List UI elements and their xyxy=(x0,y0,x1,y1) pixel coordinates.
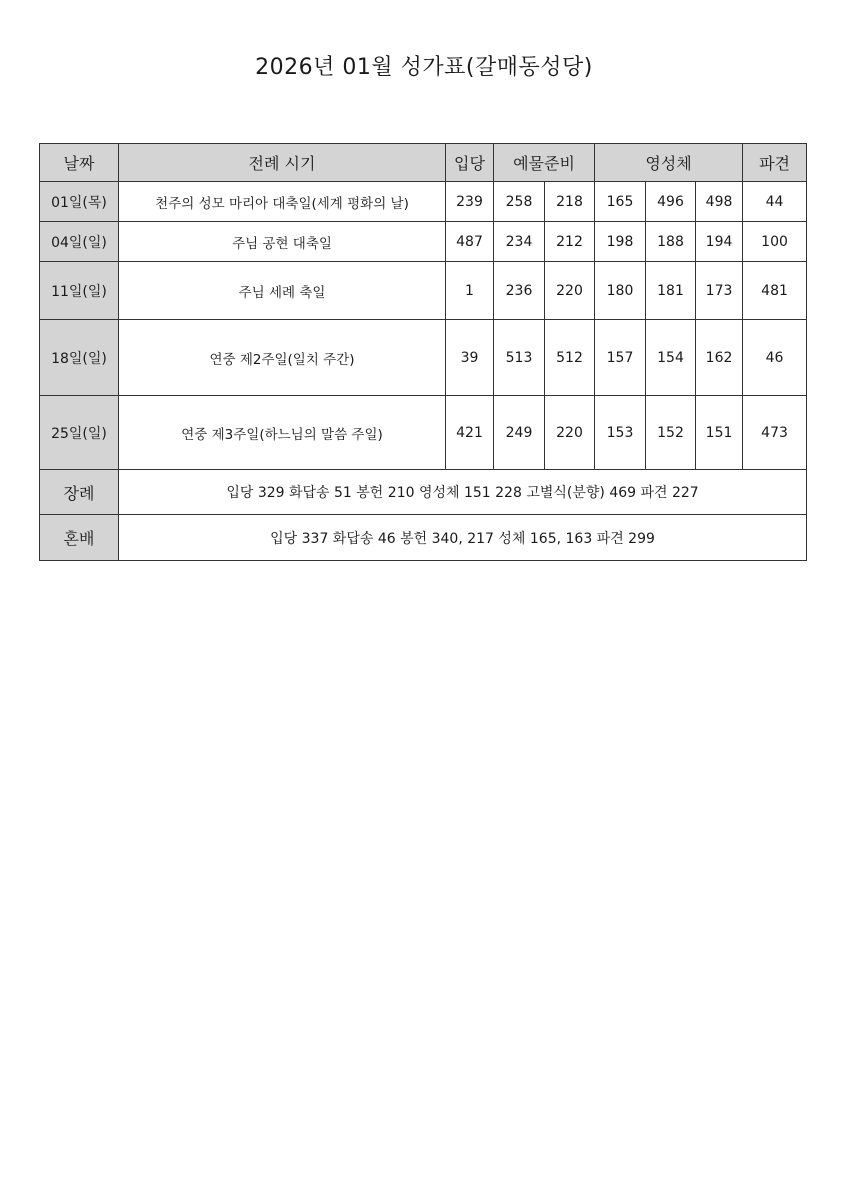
hymn-schedule-table xyxy=(39,143,807,561)
entrance-cell: 421 xyxy=(446,396,494,470)
entrance-cell: 1 xyxy=(446,262,494,320)
funeral-hymns: 입당 329 화답송 51 봉헌 210 영성체 151 228 고별식(분향) 469 파견 227 xyxy=(119,470,807,515)
communion-cell-3: 173 xyxy=(696,262,743,320)
header-row xyxy=(40,144,807,182)
funeral-row xyxy=(40,470,807,515)
header-communion: 영성체 xyxy=(595,144,743,182)
offertory-cell-2: 512 xyxy=(545,320,595,396)
dismissal-cell: 44 xyxy=(743,182,807,222)
date-cell: 25일(일) xyxy=(40,396,119,470)
liturgy-cell: 연중 제3주일(하느님의 말씀 주일) xyxy=(119,396,446,470)
communion-cell-1: 198 xyxy=(595,222,646,262)
communion-cell-3: 151 xyxy=(696,396,743,470)
offertory-cell-1: 249 xyxy=(494,396,545,470)
offertory-cell-2: 220 xyxy=(545,396,595,470)
offertory-cell-1: 258 xyxy=(494,182,545,222)
header-dismissal: 파견 xyxy=(743,144,807,182)
wedding-row xyxy=(40,515,807,561)
communion-cell-1: 180 xyxy=(595,262,646,320)
header-date: 날짜 xyxy=(40,144,119,182)
table-row xyxy=(40,262,807,320)
liturgy-cell: 천주의 성모 마리아 대축일(세계 평화의 날) xyxy=(119,182,446,222)
dismissal-cell: 473 xyxy=(743,396,807,470)
table-row xyxy=(40,320,807,396)
communion-cell-1: 157 xyxy=(595,320,646,396)
table-row xyxy=(40,222,807,262)
dismissal-cell: 481 xyxy=(743,262,807,320)
communion-cell-3: 498 xyxy=(696,182,743,222)
date-cell: 11일(일) xyxy=(40,262,119,320)
liturgy-cell: 연중 제2주일(일치 주간) xyxy=(119,320,446,396)
communion-cell-3: 162 xyxy=(696,320,743,396)
communion-cell-2: 496 xyxy=(646,182,696,222)
dismissal-cell: 100 xyxy=(743,222,807,262)
table-row xyxy=(40,182,807,222)
offertory-cell-2: 220 xyxy=(545,262,595,320)
offertory-cell-1: 513 xyxy=(494,320,545,396)
header-entrance: 입당 xyxy=(446,144,494,182)
entrance-cell: 39 xyxy=(446,320,494,396)
offertory-cell-1: 236 xyxy=(494,262,545,320)
date-cell: 04일(일) xyxy=(40,222,119,262)
offertory-cell-1: 234 xyxy=(494,222,545,262)
header-liturgy: 전례 시기 xyxy=(119,144,446,182)
funeral-label: 장례 xyxy=(40,470,119,515)
communion-cell-2: 181 xyxy=(646,262,696,320)
communion-cell-2: 152 xyxy=(646,396,696,470)
liturgy-cell: 주님 공현 대축일 xyxy=(119,222,446,262)
communion-cell-1: 165 xyxy=(595,182,646,222)
document-title: 2026년 01월 성가표(갈매동성당) xyxy=(255,55,593,80)
table-row xyxy=(40,396,807,470)
entrance-cell: 239 xyxy=(446,182,494,222)
wedding-hymns: 입당 337 화답송 46 봉헌 340, 217 성체 165, 163 파견 299 xyxy=(119,515,807,561)
offertory-cell-2: 218 xyxy=(545,182,595,222)
dismissal-cell: 46 xyxy=(743,320,807,396)
wedding-label: 혼배 xyxy=(40,515,119,561)
liturgy-cell: 주님 세례 축일 xyxy=(119,262,446,320)
communion-cell-2: 188 xyxy=(646,222,696,262)
date-cell: 01일(목) xyxy=(40,182,119,222)
communion-cell-3: 194 xyxy=(696,222,743,262)
communion-cell-1: 153 xyxy=(595,396,646,470)
communion-cell-2: 154 xyxy=(646,320,696,396)
entrance-cell: 487 xyxy=(446,222,494,262)
offertory-cell-2: 212 xyxy=(545,222,595,262)
date-cell: 18일(일) xyxy=(40,320,119,396)
header-offertory: 예물준비 xyxy=(494,144,595,182)
